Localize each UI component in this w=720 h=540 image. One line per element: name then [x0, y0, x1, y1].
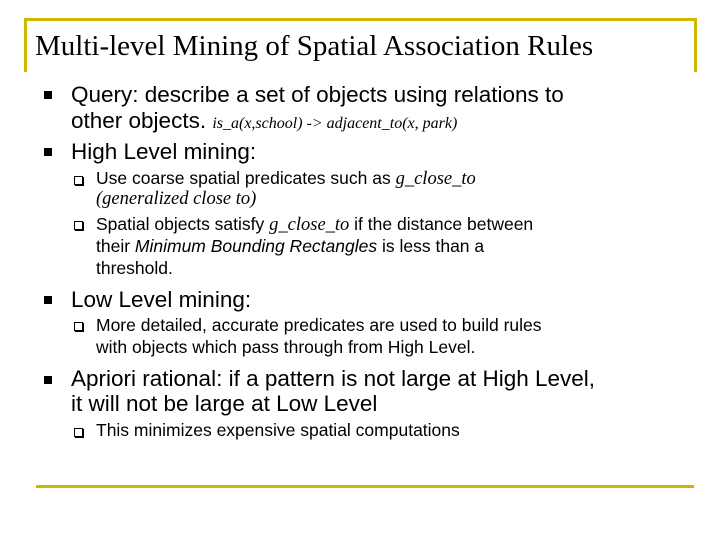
low-level-label: Low Level mining: — [71, 287, 252, 312]
apriori-sub1: This minimizes expensive spatial computations — [96, 420, 460, 440]
apriori-line-2: it will not be large at Low Level — [71, 391, 378, 416]
bullet-square-icon — [44, 376, 52, 384]
bullet-hollow-square-icon — [74, 428, 83, 437]
frame-top-rule — [24, 18, 697, 21]
query-example-rule: is_a(x,school) -> adjacent_to(x, park) — [212, 115, 458, 132]
apriori-line-1: Apriori rational: if a pattern is not large at High Level, — [71, 366, 596, 391]
high-sub1-line-1 — [96, 168, 476, 190]
high-sub1-predicate: g_close_to — [395, 169, 476, 189]
query-line-1: Query: describe a set of objects using relations to — [71, 82, 564, 107]
bottom-rule — [36, 485, 694, 488]
query-line-2-text: other objects. — [71, 108, 213, 133]
high-sub2-post: is less than a — [377, 236, 485, 256]
slide-title: Multi-level Mining of Spatial Association Rules — [35, 30, 594, 62]
bullet-hollow-square-icon — [74, 176, 83, 185]
high-sub2-emphasis: Minimum Bounding Rectangles — [134, 236, 378, 256]
high-sub2-line-1 — [96, 214, 533, 236]
high-sub2-line-2 — [96, 236, 484, 257]
high-sub2-text: Spatial objects satisfy — [96, 214, 270, 234]
bullet-hollow-square-icon — [74, 221, 83, 230]
high-sub2-predicate: g_close_to — [269, 215, 350, 235]
bullet-hollow-square-icon — [74, 322, 83, 331]
frame-right-rule — [694, 18, 697, 72]
low-sub1-line-2: with objects which pass through from High Level. — [96, 337, 476, 357]
bullet-square-icon — [44, 296, 52, 304]
query-line-2 — [71, 108, 457, 137]
bullet-square-icon — [44, 148, 52, 156]
high-sub1-text: Use coarse spatial predicates such as — [96, 168, 396, 188]
high-sub1-line-2: (generalized close to) — [96, 189, 257, 209]
bullet-square-icon — [44, 91, 52, 99]
high-sub2-tail: if the distance between — [349, 214, 534, 234]
frame-left-rule — [24, 18, 27, 72]
low-sub1-line-1: More detailed, accurate predicates are used to build rules — [96, 315, 542, 335]
high-sub2-pre: their — [96, 236, 135, 256]
high-level-label: High Level mining: — [71, 139, 257, 164]
high-sub2-line-3: threshold. — [96, 258, 173, 278]
